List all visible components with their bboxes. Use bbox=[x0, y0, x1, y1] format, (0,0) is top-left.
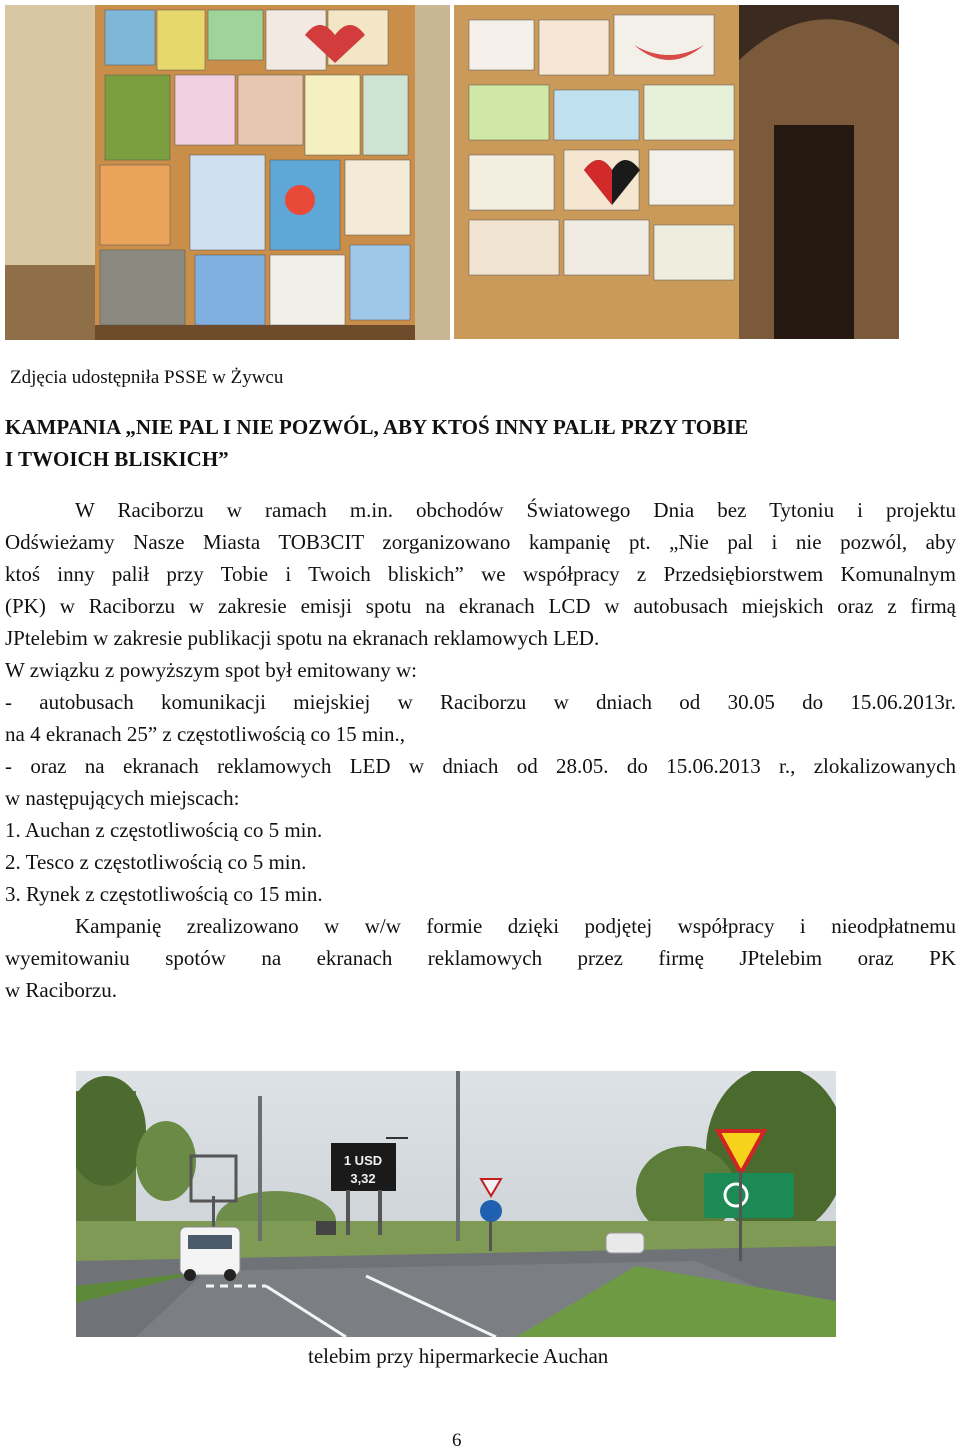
telebim-text-usd: 1 USD bbox=[343, 1153, 383, 1168]
list-item-tesco: 2. Tesco z częstotliwością co 5 min. bbox=[5, 850, 307, 874]
heading-line-2: I TWOICH BLISKICH” bbox=[5, 447, 229, 471]
photo-caption-telebim: telebim przy hipermarkecie Auchan bbox=[308, 1344, 609, 1368]
photo-drawings-board-right bbox=[454, 5, 899, 339]
photo-drawings-board-left bbox=[5, 5, 450, 340]
body-line-4: (PK) w Raciborzu w zakresie emisji spotu na ekranach LCD w autobusach miejskich oraz z firmą bbox=[5, 594, 956, 618]
campaign-heading bbox=[5, 411, 905, 475]
photo-credit: Zdjęcia udostępniła PSSE w Żywcu bbox=[10, 367, 284, 388]
body-line-10: w następujących miejscach: bbox=[5, 786, 240, 810]
body-line-14: Kampanię zrealizowano w w/w formie dzięki podjętej współpracy i nieodpłatnemu bbox=[75, 914, 956, 938]
body-line-16: w Raciborzu. bbox=[5, 978, 117, 1002]
page-number: 6 bbox=[452, 1430, 462, 1451]
body-line-5: JPtelebim w zakresie publikacji spotu na ekranach reklamowych LED. bbox=[5, 626, 600, 650]
telebim-scene-image bbox=[76, 1071, 836, 1337]
list-item-auchan: 1. Auchan z częstotliwością co 5 min. bbox=[5, 818, 323, 842]
body-line-9: - oraz na ekranach reklamowych LED w dniach od 28.05. do 15.06.2013 r., zlokalizowanych bbox=[5, 754, 956, 778]
telebim-text-rate: 3,32 bbox=[350, 1171, 376, 1186]
body-line-15: wyemitowaniu spotów na ekranach reklamowych przez firmę JPtelebim oraz PK bbox=[5, 946, 956, 970]
photo-telebim-auchan bbox=[76, 1071, 836, 1337]
body-line-8: na 4 ekranach 25” z częstotliwością co 15 min., bbox=[5, 722, 406, 746]
drawings-board-left-image bbox=[5, 5, 450, 340]
body-line-1: W Raciborzu w ramach m.in. obchodów Światowego Dnia bez Tytoniu i projektu bbox=[75, 498, 956, 522]
body-line-2: Odświeżamy Nasze Miasta TOB3CIT zorganizowano kampanię pt. „Nie pal i nie pozwól, aby bbox=[5, 530, 956, 554]
body-line-6: W związku z powyższym spot był emitowany w: bbox=[5, 658, 417, 682]
heading-line-1: KAMPANIA „NIE PAL I NIE POZWÓL, ABY KTOŚ INNY PALIŁ PRZY TOBIE bbox=[5, 415, 749, 439]
list-item-rynek: 3. Rynek z częstotliwością co 15 min. bbox=[5, 882, 323, 906]
body-line-3: ktoś inny palił przy Tobie i Twoich bliskich” we współpracy z Przedsiębiorstwem Komunalnym bbox=[5, 562, 956, 586]
body-line-7: - autobusach komunikacji miejskiej w Raciborzu w dniach od 30.05 do 15.06.2013r. bbox=[5, 690, 956, 714]
drawings-board-right-image bbox=[454, 5, 899, 339]
